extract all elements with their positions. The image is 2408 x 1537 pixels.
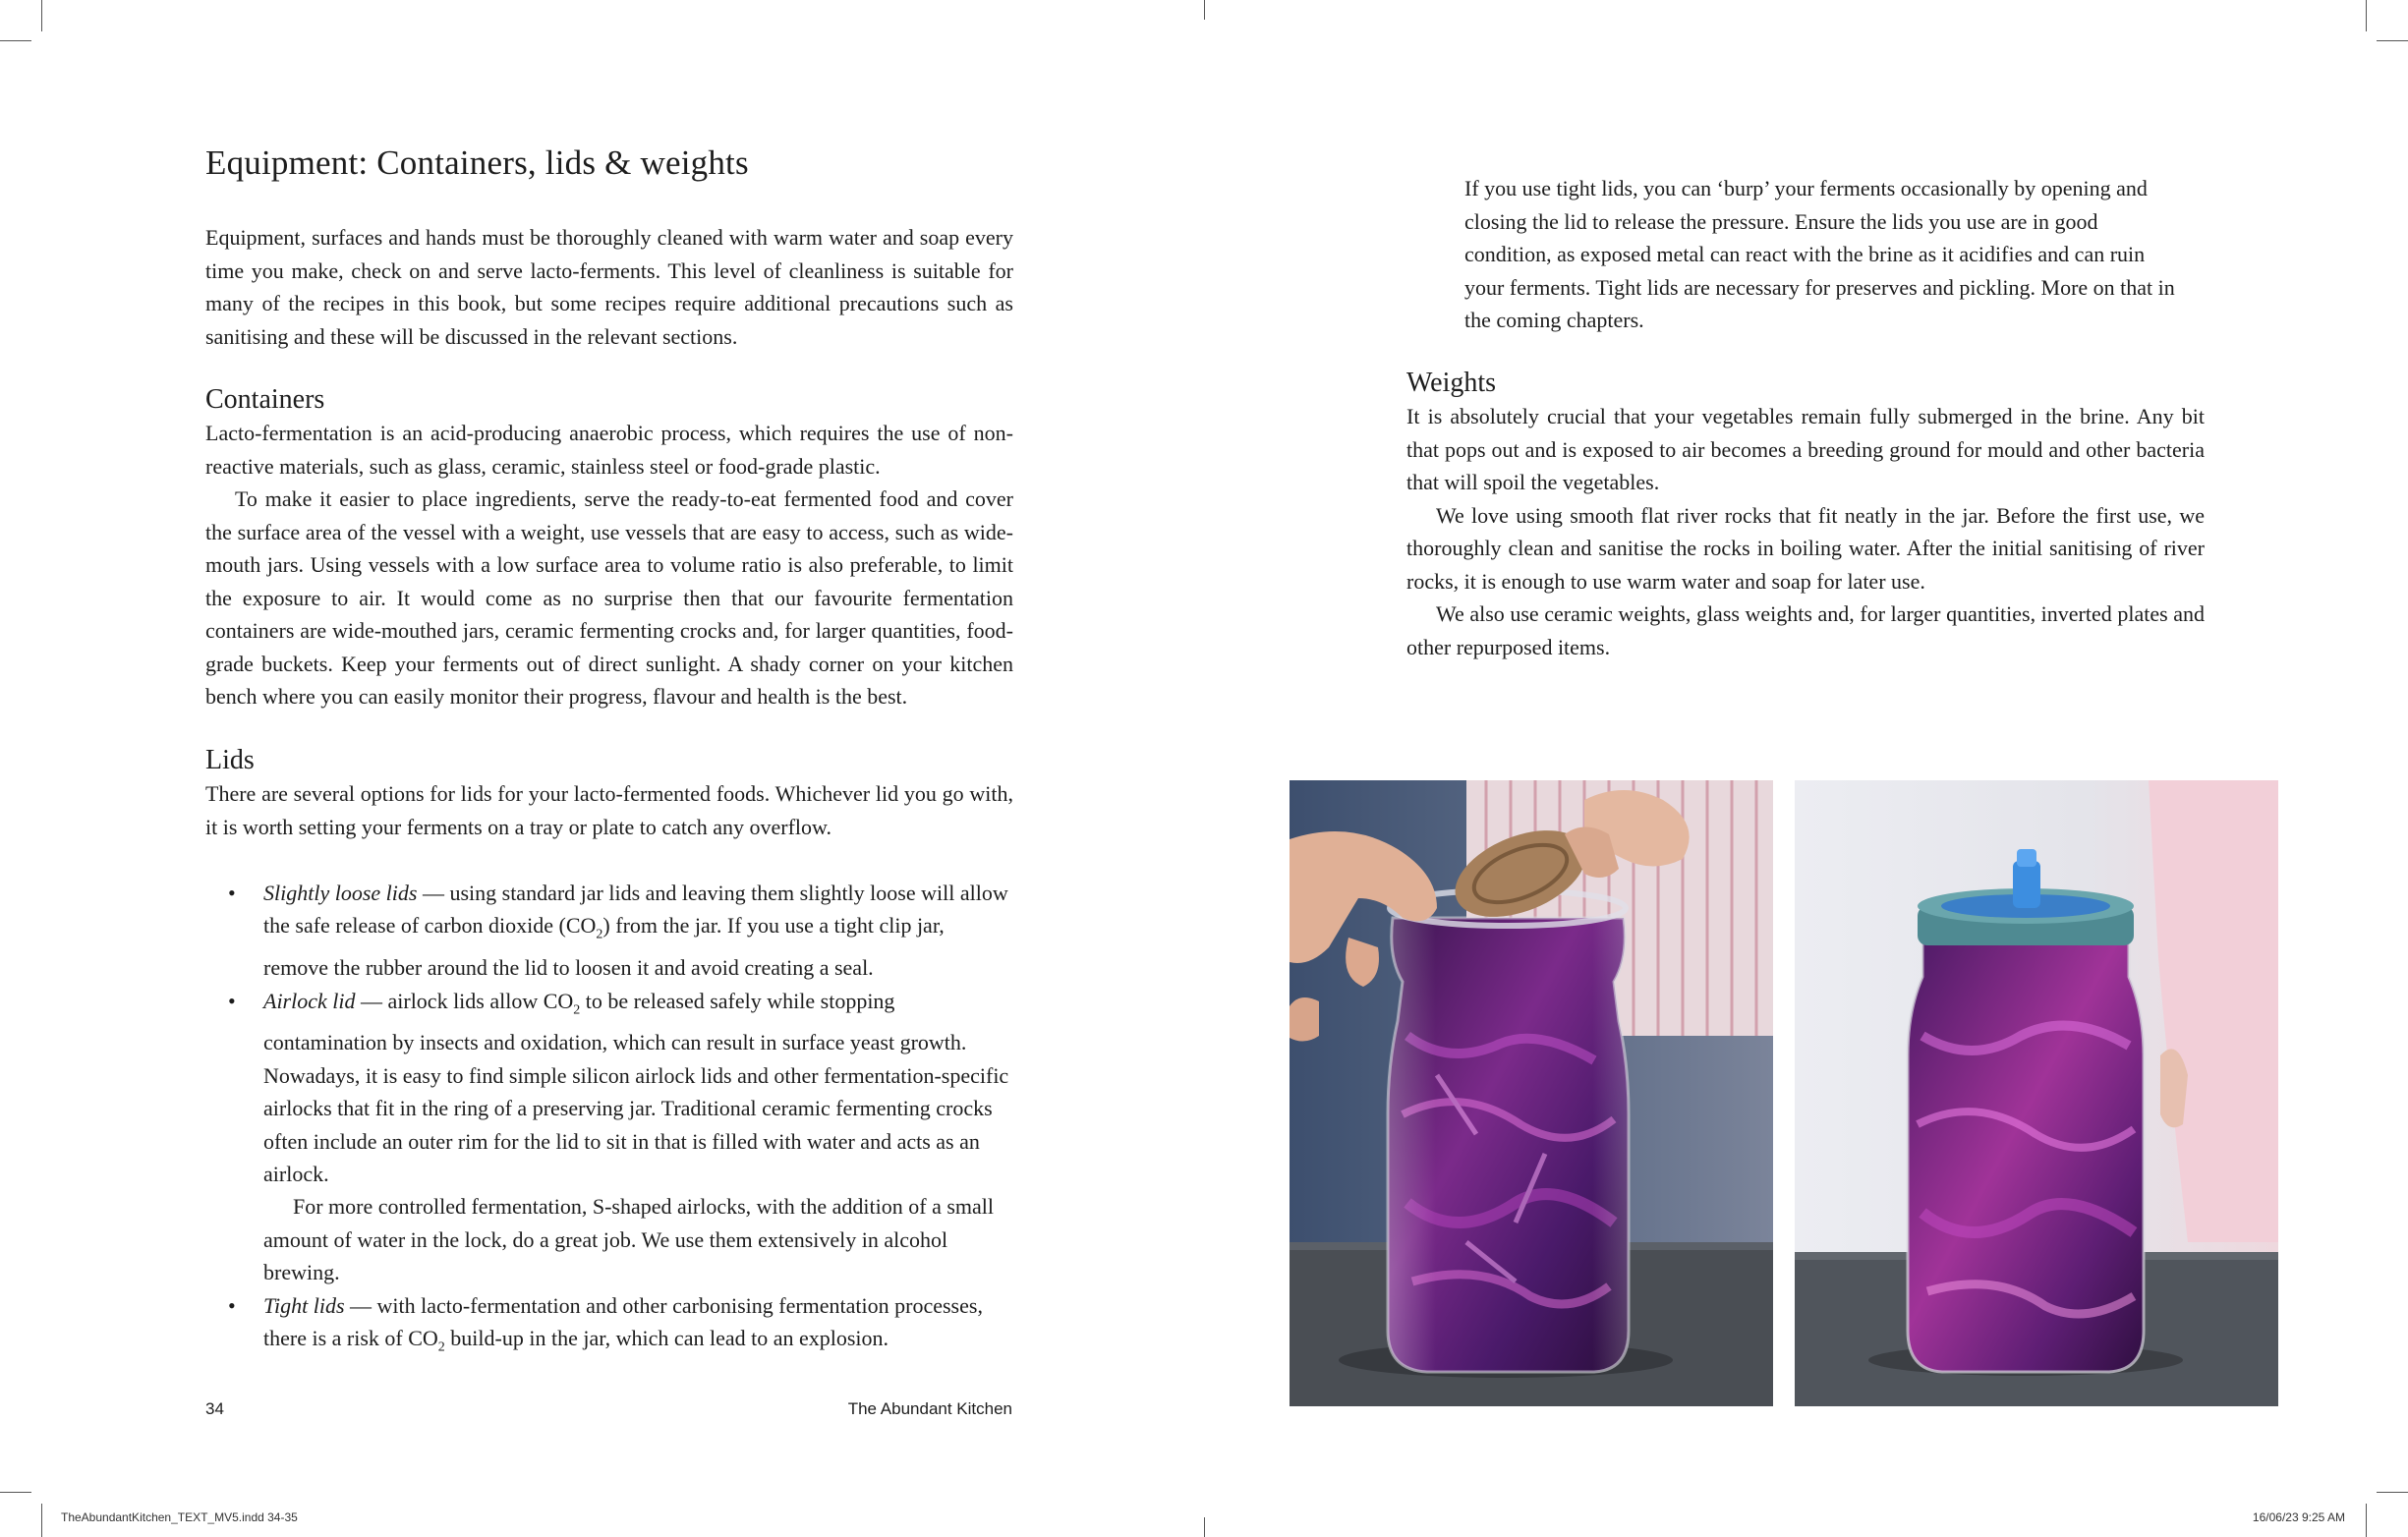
crop-mark (2377, 1492, 2408, 1493)
bullet-term: Airlock lid (263, 988, 356, 1013)
list-item (228, 1289, 1014, 1364)
bullet-term: Tight lids (263, 1292, 345, 1318)
photo-jar-with-airlock (1795, 780, 2278, 1406)
crop-mark (0, 40, 31, 41)
crop-mark (1204, 1517, 1205, 1537)
running-title: The Abundant Kitchen (847, 1399, 1012, 1418)
bullet-text: ) from the jar. If you use a tight clip jar, remove the rubber around the lid to loosen it and avoid creating a seal. (263, 913, 945, 981)
lids-list (228, 877, 1014, 1364)
crop-mark (1204, 0, 1205, 20)
weights-body (1406, 400, 2205, 663)
bullet-icon: • (228, 1292, 236, 1318)
bullet-text: — with lacto-fermentation and other carbonising fermentation processes, there is a risk of CO (263, 1292, 983, 1351)
bullet-text: build-up in the jar, which can lead to an explosion. (444, 1326, 889, 1351)
subscript: 2 (596, 927, 603, 942)
jar-weight-illustration (1290, 780, 1773, 1406)
weights-paragraph: We love using smooth flat river rocks that fit neatly in the jar. Before the first use, we thoroughly clean and sanitise the rocks in boiling water. After the initial sanitising of river rocks, it is enough to use warm water and soap for later use. (1406, 502, 2205, 594)
lids-paragraph: There are several options for lids for your lacto-fermented foods. Whichever lid you go with, it is worth setting your ferments on a tray or plate to catch any overflow. (205, 781, 1013, 839)
weights-paragraph: We also use ceramic weights, glass weights and, for larger quantities, inverted plates and other repurposed items. (1406, 601, 2205, 659)
crop-mark (2366, 1504, 2367, 1537)
slug-date: 16/06/23 9:25 AM (2252, 1510, 2345, 1524)
bullet-sub-paragraph: For more controlled fermentation, S-shaped airlocks, with the addition of a small amount of water in the lock, do a great job. We use them extensively in alcohol brewing. (263, 1194, 994, 1285)
weights-heading: Weights (1406, 368, 1497, 398)
bullet-icon: • (228, 988, 236, 1013)
weights-paragraph: It is absolutely crucial that your vegetables remain fully submerged in the brine. Any bit that pops out and is exposed to air becomes a breeding ground for mould and other bacteria that will spoil the vegetables. (1406, 404, 2205, 494)
containers-paragraph: To make it easier to place ingredients, serve the ready-to-eat fermented food and cover the surface area of the vessel with a weight, use vessels that are easy to access, such as wide-mouth jars. Using vessels with a low surface area to volume ratio is also preferable, to limit the exposure to air. It would come as no surprise then that our favourite fermentation containers are wide-mouthed jars, ceramic fermenting crocks and, for larger quantities, food-grade buckets. Keep your ferments out of direct sunlight. A shady corner on your kitchen bench where you can easily monitor their progress, flavour and health is the best. (205, 486, 1013, 709)
page-number: 34 (205, 1399, 224, 1418)
bullet-icon: • (228, 881, 236, 905)
tight-lids-continued: If you use tight lids, you can ‘burp’ your ferments occasionally by opening and closing the lid to release the pressure. Ensure the lids you use are in good condition, as exposed metal can react with the brine as it acidifies and can ruin your ferments. Tight lids are necessary for preserves and pickling. More on that in the coming chapters. (1464, 176, 2175, 332)
slug-file: TheAbundantKitchen_TEXT_MV5.indd 34-35 (61, 1510, 298, 1524)
intro-paragraph: Equipment, surfaces and hands must be thoroughly cleaned with warm water and soap every time you make, check on and serve lacto-ferments. This level of cleanliness is suitable for many of the recipes in this book, but some recipes require additional precautions such as sanitising and these will be discussed in the relevant sections. (205, 225, 1013, 349)
subscript: 2 (573, 1002, 581, 1017)
crop-mark (41, 0, 42, 31)
crop-mark (2377, 40, 2408, 41)
containers-heading: Containers (205, 384, 325, 415)
bullet-text: — airlock lids allow CO (355, 988, 574, 1013)
containers-body (205, 417, 1013, 713)
page-title: Equipment: Containers, lids & weights (205, 143, 749, 182)
list-item (228, 877, 1014, 985)
list-item (228, 985, 1014, 1289)
bullet-term: Slightly loose lids (263, 881, 418, 905)
crop-mark (2366, 0, 2367, 31)
jar-airlock-illustration (1795, 780, 2278, 1406)
subscript: 2 (437, 1339, 445, 1355)
crop-mark (0, 1492, 31, 1493)
lids-heading: Lids (205, 745, 255, 775)
photo-jar-with-weight (1290, 780, 1773, 1406)
bullet-text: to be released safely while stopping contamination by insects and oxidation, which can result in surface yeast growth. Nowadays, it is easy to find simple silicon airlock lids and other fermentation-specific airlocks that fit in the ring of a preserving jar. Traditional ceramic fermenting crocks often include an outer rim for the lid to sit in that is filled with water and acts as an airlock. (263, 988, 1009, 1187)
containers-paragraph: Lacto-fermentation is an acid-producing anaerobic process, which requires the use of non-reactive materials, such as glass, ceramic, stainless steel or food-grade plastic. (205, 421, 1013, 479)
crop-mark (41, 1504, 42, 1537)
bullet-text: — using standard jar lids and leaving them slightly loose will allow the safe release of carbon dioxide (CO (263, 881, 1008, 939)
